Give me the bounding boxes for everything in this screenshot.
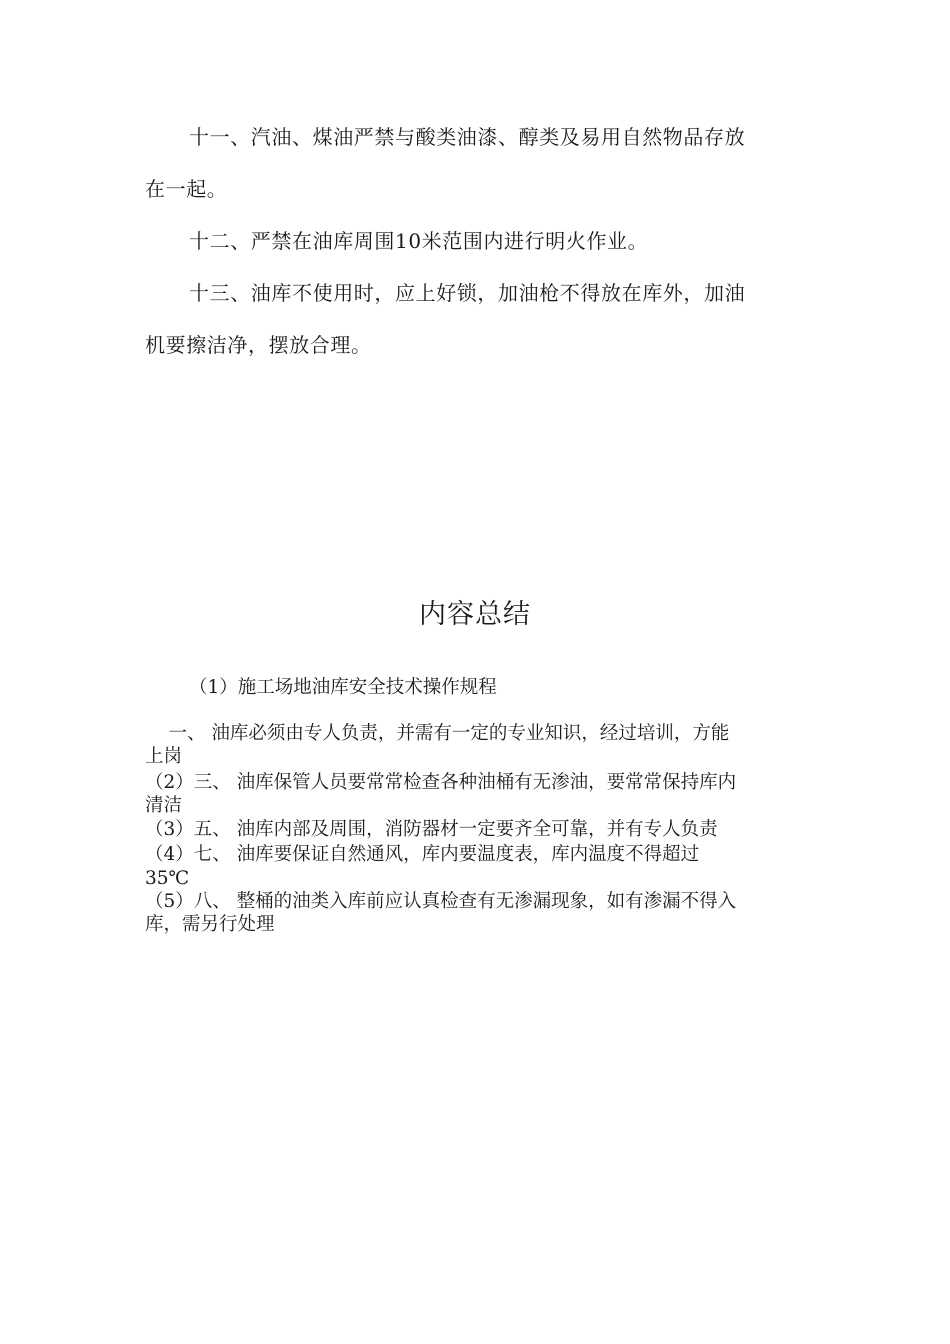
clause-13-line-2: 机要擦洁净，摆放合理。 — [145, 333, 372, 357]
clause-11-line-1: 十一、汽油、煤油严禁与酸类油漆、醇类及易用自然物品存放 — [189, 125, 746, 149]
summary-item-4-line-2: 35℃ — [145, 868, 190, 889]
summary-heading: （1）施工场地油库安全技术操作规程 — [189, 677, 497, 698]
clause-11-line-2: 在一起。 — [145, 177, 228, 201]
clause-12: 十二、严禁在油库周围10米范围内进行明火作业。 — [189, 229, 649, 253]
summary-item-1-line-1: 一、 油库必须由专人负责，并需有一定的专业知识，经过培训，方能 — [145, 723, 730, 744]
summary-item-2-line-1: （2）三、 油库保管人员要常常检查各种油桶有无渗油，要常常保持库内 — [145, 772, 737, 793]
summary-item-4-line-1: （4）七、 油库要保证自然通风，库内要温度表，库内温度不得超过 — [145, 844, 700, 865]
summary-title: 内容总结 — [419, 599, 531, 631]
summary-item-2-line-2: 清洁 — [145, 795, 183, 816]
summary-item-1-line-2: 上岗 — [145, 746, 183, 767]
summary-item-5-line-2: 库，需另行处理 — [145, 914, 275, 935]
clause-13-line-1: 十三、油库不使用时，应上好锁，加油枪不得放在库外，加油 — [189, 281, 746, 305]
summary-item-3: （3）五、 油库内部及周围，消防器材一定要齐全可靠，并有专人负责 — [145, 819, 718, 840]
summary-item-5-line-1: （5）八、 整桶的油类入库前应认真检查有无渗漏现象，如有渗漏不得入 — [145, 891, 737, 912]
